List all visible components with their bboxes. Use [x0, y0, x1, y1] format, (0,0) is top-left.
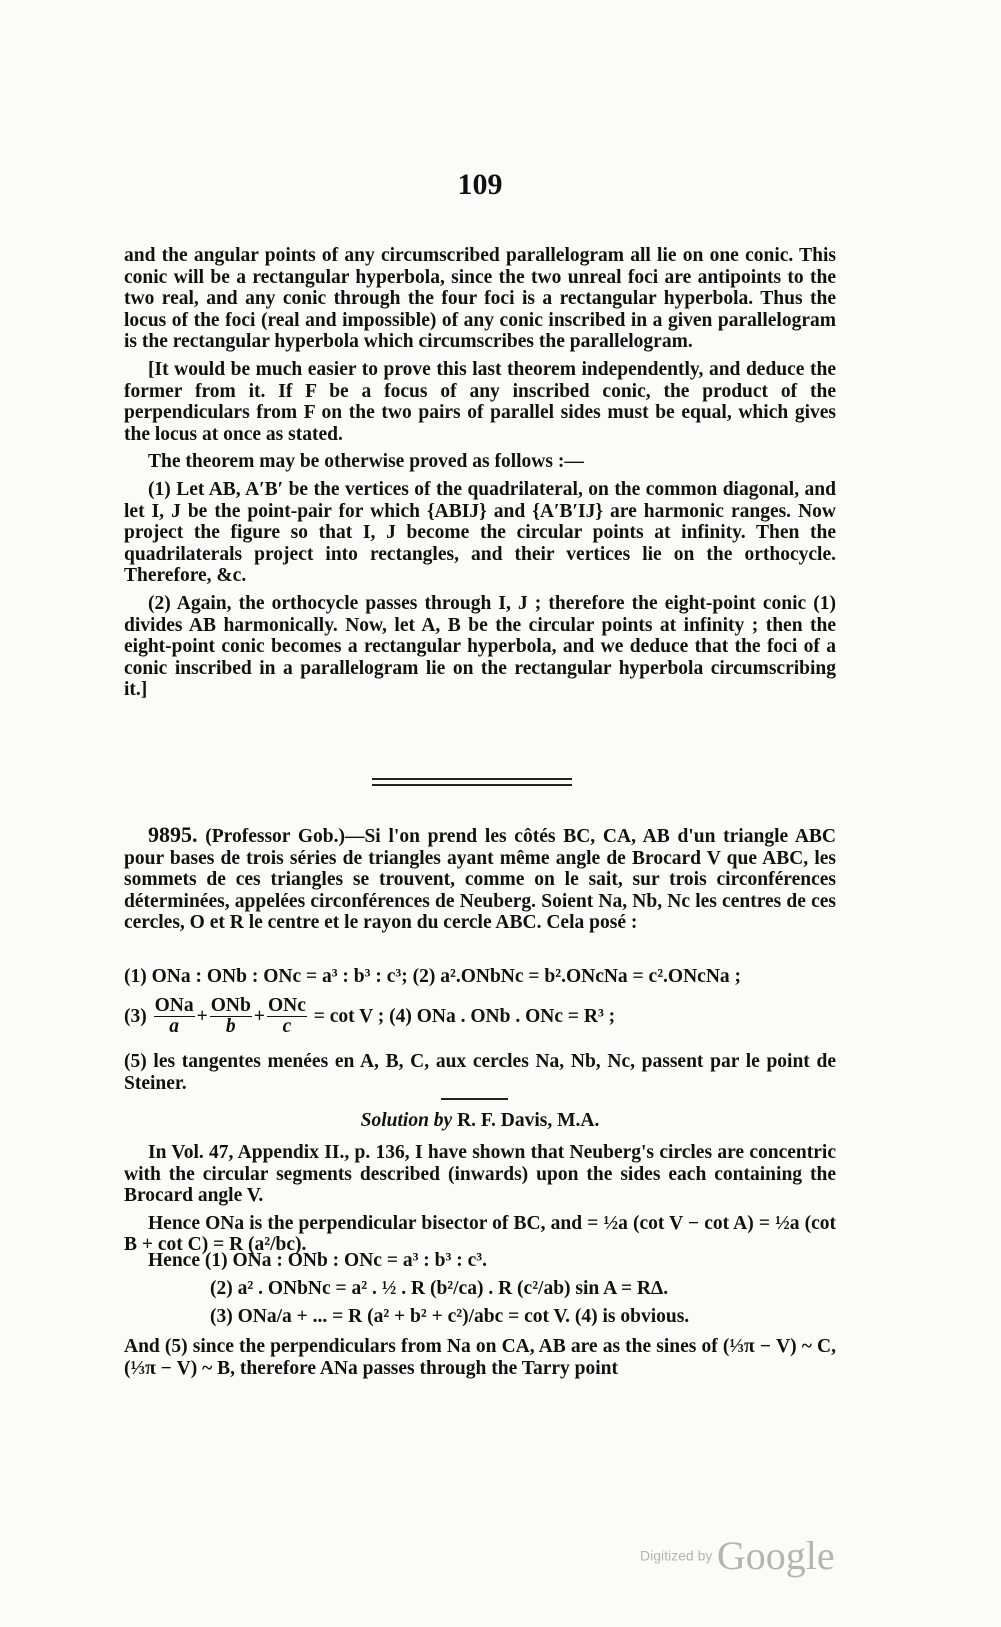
digitized-watermark: [640, 1532, 835, 1579]
solution-block-end: [124, 1336, 836, 1385]
watermark-logo-text: Google: [716, 1533, 835, 1578]
fraction-denominator: b: [225, 1016, 236, 1037]
page-number: 109: [457, 168, 503, 201]
paragraph-1: and the angular points of any circumscribed parallelogram all lie on one conic. This conic will be a rectangular hyperbola, since the two unreal foci are antipoints to the two real, and any conic through the four foci is a rectangular hyperbola. Thus the locus of the foci (real and impossible) of any conic inscribed in a given parallelogram is the rectangular hyperbola which circumscribes the parallelogram.: [124, 245, 836, 353]
paragraph-2: [It would be much easier to prove this last theorem independently, and deduce the former from it. If F be a focus of any inscribed conic, the product of the perpendiculars from F on the two pairs of parallel sides must be equal, which gives the locus at once as stated.: [124, 358, 836, 445]
formula-3-label: (3): [124, 1005, 147, 1027]
watermark-small-text: Digitized by: [640, 1547, 713, 1564]
solution-equation-2: (2) a² . ONbNc = a² . ½ . R (b²/ca) . R (c²/ab) sin A = RΔ.: [210, 1278, 669, 1299]
fraction-numerator: ONc: [267, 995, 306, 1016]
paragraph-4: (1) Let AB, A′B′ be the vertices of the quadrilateral, on the common diagonal, and let I, J be the point-pair for which {ABIJ} and {A′B′IJ} are harmonic ranges. Now project the figure so that I, J become the circular points at infinity. Then the quadrilaterals project into rectangles, and their vertices lie on the orthocycle. Therefore, &c.: [124, 478, 836, 587]
fraction-b: [210, 996, 252, 1037]
solution-equation-3: (3) ONa/a + ... = R (a² + b² + c²)/abc = cot V. (4) is obvious.: [210, 1306, 690, 1327]
solution-block: [124, 1142, 836, 1262]
text-block-top: [124, 245, 836, 707]
question-block: [124, 824, 836, 940]
formula-line-5: (5) les tangentes menées en A, B, C, aux cercles Na, Nb, Nc, passent par le point de Steiner.: [124, 1051, 836, 1094]
solution-by-label: Solution by: [360, 1110, 453, 1131]
short-divider: [441, 1098, 508, 1100]
fraction-c: [267, 996, 307, 1037]
paragraph-3: The theorem may be otherwise proved as follows :—: [148, 451, 584, 473]
formula-5-block: [124, 1051, 836, 1100]
formula-3-tail: = cot V ; (4) ONa . ONb . ONc = R³ ;: [313, 1005, 616, 1027]
question-text: (Professor Gob.)—Si l'on prend les côtés BC, CA, AB d'un triangle ABC pour bases de trois séries de triangles ayant même angle de Brocard V que ABC, les sommets de ces triangles se trouvent, comme on le sait, sur trois circonférences déterminées, appelées circonférences de Neuberg. Soient Na, Nb, Nc les centres de ces cercles, O et R le centre et le rayon du cercle ABC. Cela posé :: [124, 826, 836, 934]
formula-line-1: (1) ONa : ONb : ONc = a³ : b³ : c³; (2) a².ONbNc = b².ONcNa = c².ONcNa ;: [124, 966, 742, 987]
fraction-denominator: a: [169, 1016, 179, 1037]
solution-paragraph-1: In Vol. 47, Appendix II., p. 136, I have shown that Neuberg's circles are concentric with the circular segments described (inwards) upon the sides each containing the Brocard angle V.: [124, 1142, 836, 1207]
solution-heading: [0, 1110, 960, 1132]
fraction-numerator: ONa: [154, 995, 194, 1016]
solution-paragraph-2: Hence ONa is the perpendicular bisector of BC, and = ½a (cot V − cot A) = ½a (cot B + cot C) = R (a²/bc).: [124, 1212, 836, 1256]
fraction-denominator: c: [282, 1016, 292, 1037]
formula-line-3: (3) $\frac{\text{ONa}}{a}$ + $\frac{\text{ONb}}{b}$ + $\frac{\text{ONc}}{c}$ = cot V ; (4) ONa . ONb . ONc = R³ ;: [124, 995, 616, 1037]
question-number: 9895.: [148, 822, 198, 847]
fraction-a: [154, 996, 195, 1037]
paragraph-5: (2) Again, the orthocycle passes through I, J ; therefore the eight-point conic (1) divides AB harmonically. Now, let A, B be the circular points at infinity ; then the eight-point conic becomes a rectangular hyperbola, and we deduce that the foci of a conic inscribed in a parallelogram lie on the rectangular hyperbola circumscribing it.]: [124, 592, 836, 701]
solution-paragraph-3: And (5) since the perpendiculars from Na on CA, AB are as the sines of (⅓π − V) ~ C, (⅓π − V) ~ B, therefore ANa passes through the Tarry point: [124, 1336, 836, 1379]
section-divider: [372, 778, 572, 786]
solution-author: R. F. Davis, M.A.: [457, 1110, 600, 1131]
solution-equation-1: Hence (1) ONa : ONb : ONc = a³ : b³ : c³.: [148, 1250, 487, 1271]
fraction-numerator: ONb: [210, 995, 251, 1016]
